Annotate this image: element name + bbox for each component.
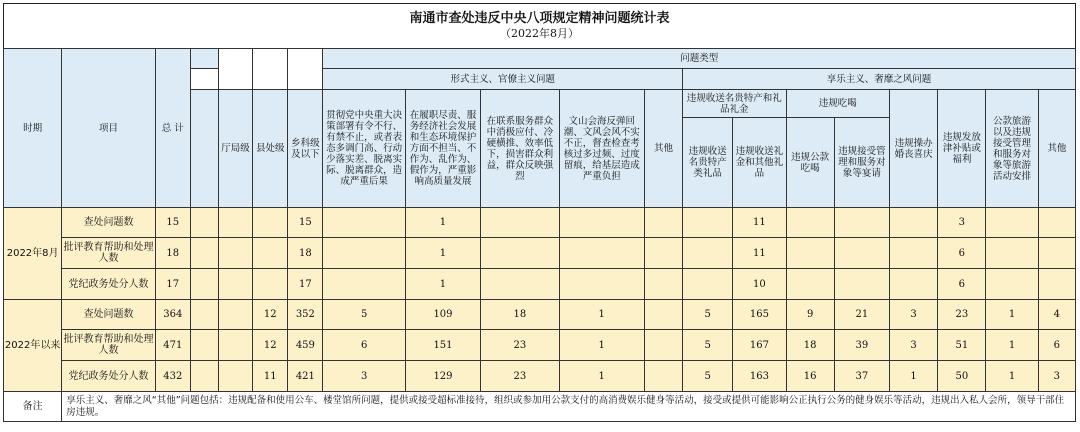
cell-h3 <box>786 269 834 300</box>
cell-h4: 37 <box>834 361 889 392</box>
header-formalism-other: 其他 <box>644 90 682 208</box>
cell-f1: 5 <box>323 300 405 330</box>
cell-total: 471 <box>155 330 190 361</box>
cell-blank <box>190 238 218 269</box>
note-text: 享乐主义、奢靡之风“其他”问题包括：违规配备和使用公车、楼堂馆所问题，提供或接受超标准接待，组织或参加用公款支付的高消费娱乐健身等活动，接受或提供可能影响公正执行公务的健身娱乐等活动，违规出入私人会所，领导干部住房违规。 <box>62 392 1076 422</box>
cell-h4: 39 <box>834 330 889 361</box>
table-title-bar <box>3 3 1076 48</box>
cell-f1 <box>323 269 405 300</box>
table-row <box>4 238 1076 269</box>
header-banquets: 违规接受管理和服务对象等宴请 <box>834 118 889 208</box>
header-total: 总 计 <box>155 49 190 208</box>
cell-h-other: 6 <box>1038 330 1075 361</box>
header-hedonism-other: 其他 <box>1038 90 1075 208</box>
cell-f2: 1 <box>405 238 480 269</box>
cell-h4 <box>834 269 889 300</box>
cell-county: 11 <box>253 361 288 392</box>
row-item-label: 批评教育帮助和处理人数 <box>62 330 155 361</box>
cell-h1: 5 <box>683 300 733 330</box>
cell-h4: 21 <box>834 300 889 330</box>
cell-f3 <box>481 238 559 269</box>
cell-total: 364 <box>155 300 190 330</box>
cell-h3 <box>786 238 834 269</box>
cell-f2: 109 <box>405 300 480 330</box>
cell-f2: 129 <box>405 361 480 392</box>
cell-county: 12 <box>253 300 288 330</box>
header-bureau-level: 厅局级 <box>218 90 252 208</box>
stats-table-container <box>3 3 1076 429</box>
cell-h-other: 3 <box>1038 361 1075 392</box>
period-label: 2022年以来 <box>4 300 62 392</box>
header-blank-cell <box>218 49 252 90</box>
cell-h7 <box>986 269 1038 300</box>
cell-h-other <box>1038 238 1075 269</box>
header-county-level: 县处级 <box>253 90 288 208</box>
cell-h7 <box>986 208 1038 238</box>
cell-h4 <box>834 238 889 269</box>
cell-h2: 167 <box>733 330 786 361</box>
header-cash-gifts: 违规收送礼金和其他礼品 <box>733 118 786 208</box>
note-label: 备注 <box>4 392 62 422</box>
header-township-level: 乡科级及以下 <box>288 90 323 208</box>
cell-h2: 163 <box>733 361 786 392</box>
cell-h1 <box>683 269 733 300</box>
cell-h3 <box>786 208 834 238</box>
cell-f3 <box>481 269 559 300</box>
cell-township: 18 <box>288 238 323 269</box>
cell-f4: 1 <box>559 300 644 330</box>
header-eating-group: 违规吃喝 <box>786 90 889 118</box>
header-public-dining: 违规公款吃喝 <box>786 118 834 208</box>
header-blank-cell <box>253 49 288 90</box>
table-row <box>4 208 1076 238</box>
cell-f2: 1 <box>405 269 480 300</box>
header-period: 时期 <box>4 49 62 208</box>
table-row <box>4 361 1076 392</box>
cell-h7: 1 <box>986 300 1038 330</box>
cell-f4: 1 <box>559 330 644 361</box>
header-gift-group: 违规收送名贵特产和礼品礼金 <box>683 90 786 118</box>
row-item-label: 党纪政务处分人数 <box>62 361 155 392</box>
cell-f3: 18 <box>481 300 559 330</box>
cell-blank <box>190 300 218 330</box>
header-weddings-funerals: 违规操办婚丧喜庆 <box>890 90 938 208</box>
cell-h6: 6 <box>938 269 986 300</box>
table-subtitle: （2022年8月） <box>500 27 579 40</box>
header-formalism-meetings: 文山会海反弹回潮、文风会风不实不正，督查检查考核过多过频、过度留痕，给基层造成严重负担 <box>559 90 644 208</box>
cell-h2: 10 <box>733 269 786 300</box>
cell-f1 <box>323 238 405 269</box>
cell-h6: 3 <box>938 208 986 238</box>
cell-h3: 16 <box>786 361 834 392</box>
cell-h-other: 4 <box>1038 300 1075 330</box>
header-formalism-service: 在联系服务群众中消极应付、冷硬横推、效率低下，损害群众利益，群众反映强烈 <box>481 90 559 208</box>
cell-h5: 3 <box>890 330 938 361</box>
header-specialty-gifts: 违规收送名贵特产类礼品 <box>683 118 733 208</box>
cell-h5 <box>890 208 938 238</box>
cell-total: 15 <box>155 208 190 238</box>
cell-county <box>253 208 288 238</box>
cell-f1 <box>323 208 405 238</box>
cell-f2: 151 <box>405 330 480 361</box>
period-label: 2022年8月 <box>4 208 62 300</box>
header-allowances: 违规发放津补贴或福利 <box>938 90 986 208</box>
cell-h7: 1 <box>986 330 1038 361</box>
cell-township: 15 <box>288 208 323 238</box>
cell-county <box>253 269 288 300</box>
cell-blank <box>190 269 218 300</box>
row-item-label: 党纪政务处分人数 <box>62 269 155 300</box>
cell-township: 459 <box>288 330 323 361</box>
cell-h5: 3 <box>890 300 938 330</box>
table-row <box>4 330 1076 361</box>
cell-h-other <box>1038 208 1075 238</box>
header-blank-cell <box>190 90 218 208</box>
table-title: 南通市查处违反中央八项规定精神问题统计表 <box>409 11 670 26</box>
cell-h6: 50 <box>938 361 986 392</box>
cell-bureau <box>218 330 252 361</box>
cell-total: 432 <box>155 361 190 392</box>
cell-bureau <box>218 269 252 300</box>
table-row <box>4 269 1076 300</box>
table-row <box>4 300 1076 330</box>
cell-f-other <box>644 361 682 392</box>
row-item-label: 查处问题数 <box>62 208 155 238</box>
cell-township: 421 <box>288 361 323 392</box>
cell-h7: 1 <box>986 361 1038 392</box>
row-item-label: 查处问题数 <box>62 300 155 330</box>
cell-f3 <box>481 208 559 238</box>
cell-h1 <box>683 208 733 238</box>
cell-h1: 5 <box>683 361 733 392</box>
cell-county <box>253 238 288 269</box>
cell-f3: 23 <box>481 330 559 361</box>
statistics-table <box>3 48 1076 422</box>
cell-f4 <box>559 238 644 269</box>
cell-f1: 6 <box>323 330 405 361</box>
cell-f-other <box>644 269 682 300</box>
cell-h6: 23 <box>938 300 986 330</box>
header-blank-cell <box>288 49 323 90</box>
cell-f4 <box>559 269 644 300</box>
cell-h5 <box>890 269 938 300</box>
cell-f-other <box>644 208 682 238</box>
cell-total: 17 <box>155 269 190 300</box>
cell-bureau <box>218 300 252 330</box>
header-hedonism: 享乐主义、奢靡之风问题 <box>683 69 1076 90</box>
cell-h6: 51 <box>938 330 986 361</box>
cell-f3: 23 <box>481 361 559 392</box>
cell-h3: 9 <box>786 300 834 330</box>
cell-f-other <box>644 238 682 269</box>
header-blank-cell <box>190 69 218 90</box>
cell-h6: 6 <box>938 238 986 269</box>
cell-h2: 11 <box>733 208 786 238</box>
cell-f1: 3 <box>323 361 405 392</box>
cell-blank <box>190 361 218 392</box>
cell-f4 <box>559 208 644 238</box>
cell-h5 <box>890 238 938 269</box>
cell-f-other <box>644 300 682 330</box>
header-formalism-decisions: 贯彻党中央重大决策部署有令不行、有禁不止，或者表态多调门高、行动少落实差、脱离实际、脱离群众，造成严重后果 <box>323 90 405 208</box>
cell-h2: 165 <box>733 300 786 330</box>
cell-county: 12 <box>253 330 288 361</box>
cell-f4: 1 <box>559 361 644 392</box>
header-formalism: 形式主义、官僚主义问题 <box>323 69 683 90</box>
cell-blank <box>190 208 218 238</box>
cell-township: 352 <box>288 300 323 330</box>
cell-bureau <box>218 361 252 392</box>
cell-h1: 5 <box>683 330 733 361</box>
cell-f-other <box>644 330 682 361</box>
cell-h-other <box>1038 269 1075 300</box>
header-problem-types: 问题类型 <box>323 49 1076 69</box>
header-formalism-duty: 在履职尽责、服务经济社会发展和生态环境保护方面不担当、不作为、乱作为、假作为，严重影响高质量发展 <box>405 90 480 208</box>
cell-h4 <box>834 208 889 238</box>
header-blank-cell <box>190 49 218 69</box>
cell-township: 17 <box>288 269 323 300</box>
cell-f2: 1 <box>405 208 480 238</box>
cell-h3: 18 <box>786 330 834 361</box>
cell-total: 18 <box>155 238 190 269</box>
header-travel: 公款旅游以及违规接受管理和服务对象等旅游活动安排 <box>986 90 1038 208</box>
header-item: 项目 <box>62 49 155 208</box>
cell-bureau <box>218 208 252 238</box>
cell-h5: 1 <box>890 361 938 392</box>
cell-h7 <box>986 238 1038 269</box>
cell-h1 <box>683 238 733 269</box>
cell-bureau <box>218 238 252 269</box>
note-row <box>4 392 1076 422</box>
row-item-label: 批评教育帮助和处理人数 <box>62 238 155 269</box>
cell-h2: 11 <box>733 238 786 269</box>
cell-blank <box>190 330 218 361</box>
